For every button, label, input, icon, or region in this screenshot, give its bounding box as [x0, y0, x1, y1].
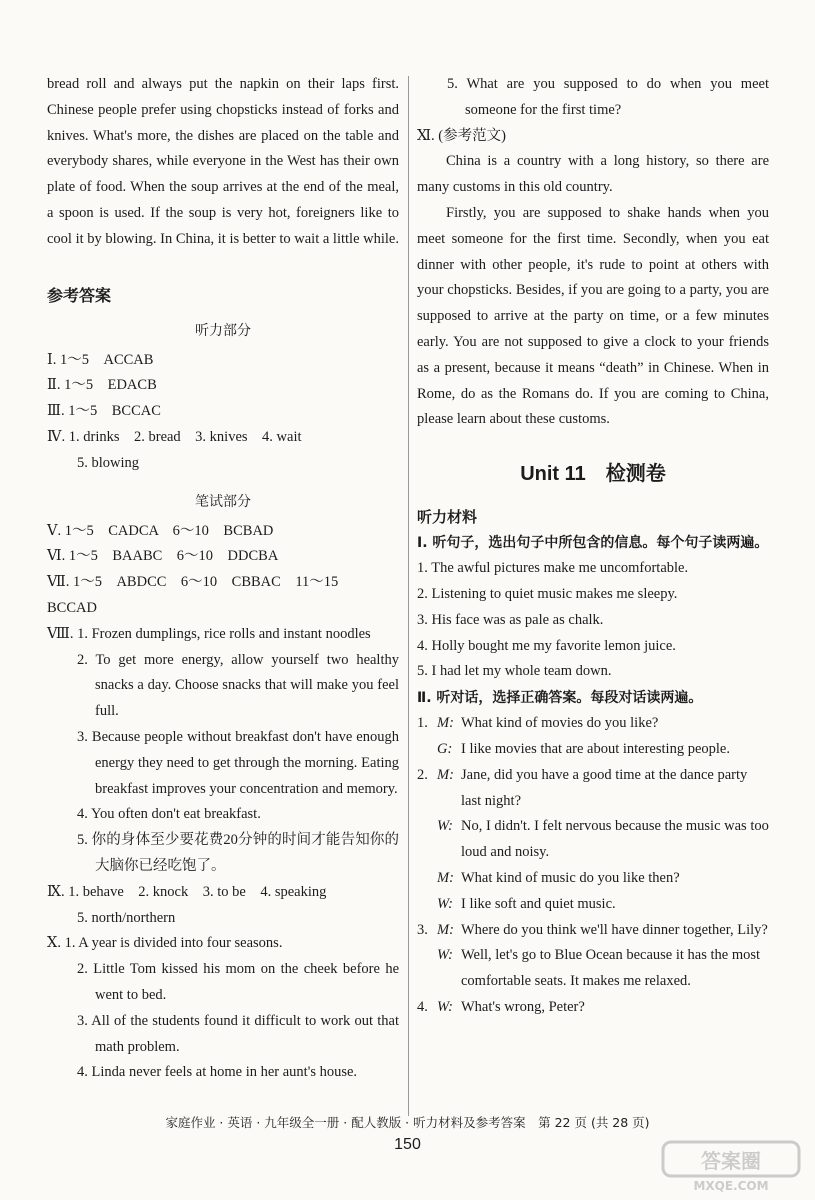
answer-line: Ⅲ. 1～5 BCCAC: [47, 403, 161, 420]
answer-line: Ⅳ. 1. drinks 2. bread 3. knives 4. wait: [47, 428, 302, 445]
dialogue-text: What kind of music do you like then?: [461, 869, 680, 886]
answer-line: Ⅵ. 1～5 BAABC 6～10 DDCBA: [47, 548, 279, 565]
dialogue-line: [417, 737, 769, 763]
answer-line: Ⅹ. 1. A year is divided into four seasons.: [47, 935, 283, 952]
material-heading: 听力材料: [417, 508, 478, 527]
running-footer: 家庭作业 · 英语 · 九年级全一册 · 配人教版 · 听力材料及参考答案 第 22 页 (共 28 页): [165, 1115, 650, 1130]
listening-sentence: 1. The awful pictures make me uncomfortable.: [417, 560, 689, 577]
answer-line: Ⅴ. 1～5 CADCA 6～10 BCBAD: [47, 522, 274, 539]
answer-line: 5. blowing: [77, 454, 140, 471]
left-column: [47, 72, 399, 1086]
answer-item: 4. Linda never feels at home in her aunt's house.: [77, 1064, 358, 1081]
answer-line: Ⅸ. 1. behave 2. knock 3. to be 4. speaking: [47, 883, 327, 900]
dialogue-number: 1.: [417, 715, 428, 732]
essay-paragraph: Firstly, you are supposed to shake hands when you meet someone for the first time. Secondly, when you eat dinner with other people, it's rude to point at others with your chopsticks. Besides, if you are going to a party, you are supposed to arrive at the party on time, or a few minutes early. You are not supposed to give a clock to your friends as a present, because it means “death” in Chinese. When in Rome, do as the Romans do. If you are coming to China, please learn about these customs.: [417, 204, 769, 428]
dialogue-line: [417, 866, 769, 892]
dialogue-number: 2.: [417, 766, 428, 783]
unit-title: Unit 11 检测卷: [520, 463, 666, 486]
listening-sentence: 5. I had let my whole team down.: [417, 663, 612, 680]
written-heading: 笔试部分: [195, 493, 251, 510]
dialogue-speaker: M:: [437, 715, 454, 732]
dialogue-speaker: W:: [437, 998, 453, 1015]
dialogue-text: I like movies that are about interesting people.: [461, 740, 730, 757]
answer-line: Ⅶ. 1～5 ABDCC 6～10 CBBAC 11～15 BCCAD: [47, 574, 353, 616]
dialogue-speaker: G:: [437, 740, 453, 757]
intro-paragraph: bread roll and always put the napkin on their laps first. Chinese people prefer using chopsticks instead of forks and knives. What's more, the dishes are placed on the table and everybody shares, while everyone in the West has their own plate of food. When the soup arrives at the end of the meal, a spoon is used. If the soup is very hot, foreigners like to cool it by blowing. In China, it is better to wait a little while.: [47, 76, 399, 247]
watermark-text-en: MXQE.COM: [693, 1179, 769, 1193]
dialogue-line: [417, 711, 769, 737]
watermark-logo: [661, 1138, 801, 1194]
answer-item: 4. You often don't eat breakfast.: [77, 806, 261, 823]
dialogue-line: [417, 892, 769, 918]
listening-sentence: 3. His face was as pale as chalk.: [417, 611, 604, 628]
dialogue-number: 4.: [417, 998, 428, 1015]
dialogue-text: Well, let's go to Blue Ocean because it has the most comfortable seats. It makes me relaxed.: [461, 947, 761, 990]
answer-line: Ⅰ. 1～5 ACCAB: [47, 351, 154, 368]
dialogue-line: [417, 995, 769, 1021]
dialogue-text: I like soft and quiet music.: [461, 895, 616, 912]
listening-sentence: 4. Holly bought me my favorite lemon juice.: [417, 637, 676, 654]
answer-item: 5. What are you supposed to do when you meet someone for the first time?: [447, 76, 769, 118]
dialogue-speaker: M:: [437, 921, 454, 938]
part2-heading: Ⅱ. 听对话，选择正确答案。每段对话读两遍。: [417, 690, 703, 707]
watermark-text-cn: 答案圈: [701, 1149, 761, 1173]
dialogue-speaker: W:: [437, 818, 453, 835]
dialogue-text: What kind of movies do you like?: [461, 715, 659, 732]
dialogue-line: [417, 763, 769, 815]
dialogue-speaker: M:: [437, 766, 454, 783]
answer-line: Ⅱ. 1～5 EDACB: [47, 377, 157, 394]
right-column: [417, 72, 769, 1021]
listening-heading: 听力部分: [195, 322, 251, 339]
dialogue-speaker: M:: [437, 869, 454, 886]
answer-item: 3. Because people without breakfast don't have enough energy they need to get through the morning. Eating breakfast improves your concentration and memory.: [77, 728, 399, 797]
answer-item: 2. Little Tom kissed his mom on the cheek before he went to bed.: [77, 961, 399, 1003]
dialogue-text: What's wrong, Peter?: [461, 998, 585, 1015]
essay-heading: Ⅺ. (参考范文): [417, 127, 506, 144]
dialogue-line: [417, 943, 769, 995]
dialogue-text: Jane, did you have a good time at the dance party last night?: [461, 766, 748, 809]
dialogue-line: [417, 918, 769, 944]
answer-line: Ⅷ. 1. Frozen dumplings, rice rolls and instant noodles: [47, 625, 371, 642]
dialogue-text: No, I didn't. I felt nervous because the music was too loud and noisy.: [461, 818, 769, 861]
part1-heading: Ⅰ. 听句子，选出句子中所包含的信息。每个句子读两遍。: [417, 535, 769, 552]
answer-item: 5. 你的身体至少要花费20分钟的时间才能告知你的大脑你已经吃饱了。: [77, 832, 399, 874]
dialogue-number: 3.: [417, 921, 428, 938]
listening-sentence: 2. Listening to quiet music makes me sleepy.: [417, 585, 678, 602]
answer-item: 3. All of the students found it difficult to work out that math problem.: [77, 1012, 399, 1055]
answer-line: 5. north/northern: [77, 909, 176, 926]
column-divider: [408, 76, 409, 1116]
dialogue-text: Where do you think we'll have dinner together, Lily?: [461, 921, 768, 938]
page-number: 150: [394, 1136, 421, 1153]
dialogue-speaker: W:: [437, 895, 453, 912]
dialogue-list: [417, 711, 769, 1021]
essay-paragraph: China is a country with a long history, so there are many customs in this old country.: [417, 153, 769, 196]
dialogue-speaker: W:: [437, 947, 453, 964]
answer-item: 2. To get more energy, allow yourself two healthy snacks a day. Choose snacks that will make you feel full.: [77, 651, 399, 720]
answers-title: 参考答案: [47, 285, 112, 305]
dialogue-line: [417, 814, 769, 866]
